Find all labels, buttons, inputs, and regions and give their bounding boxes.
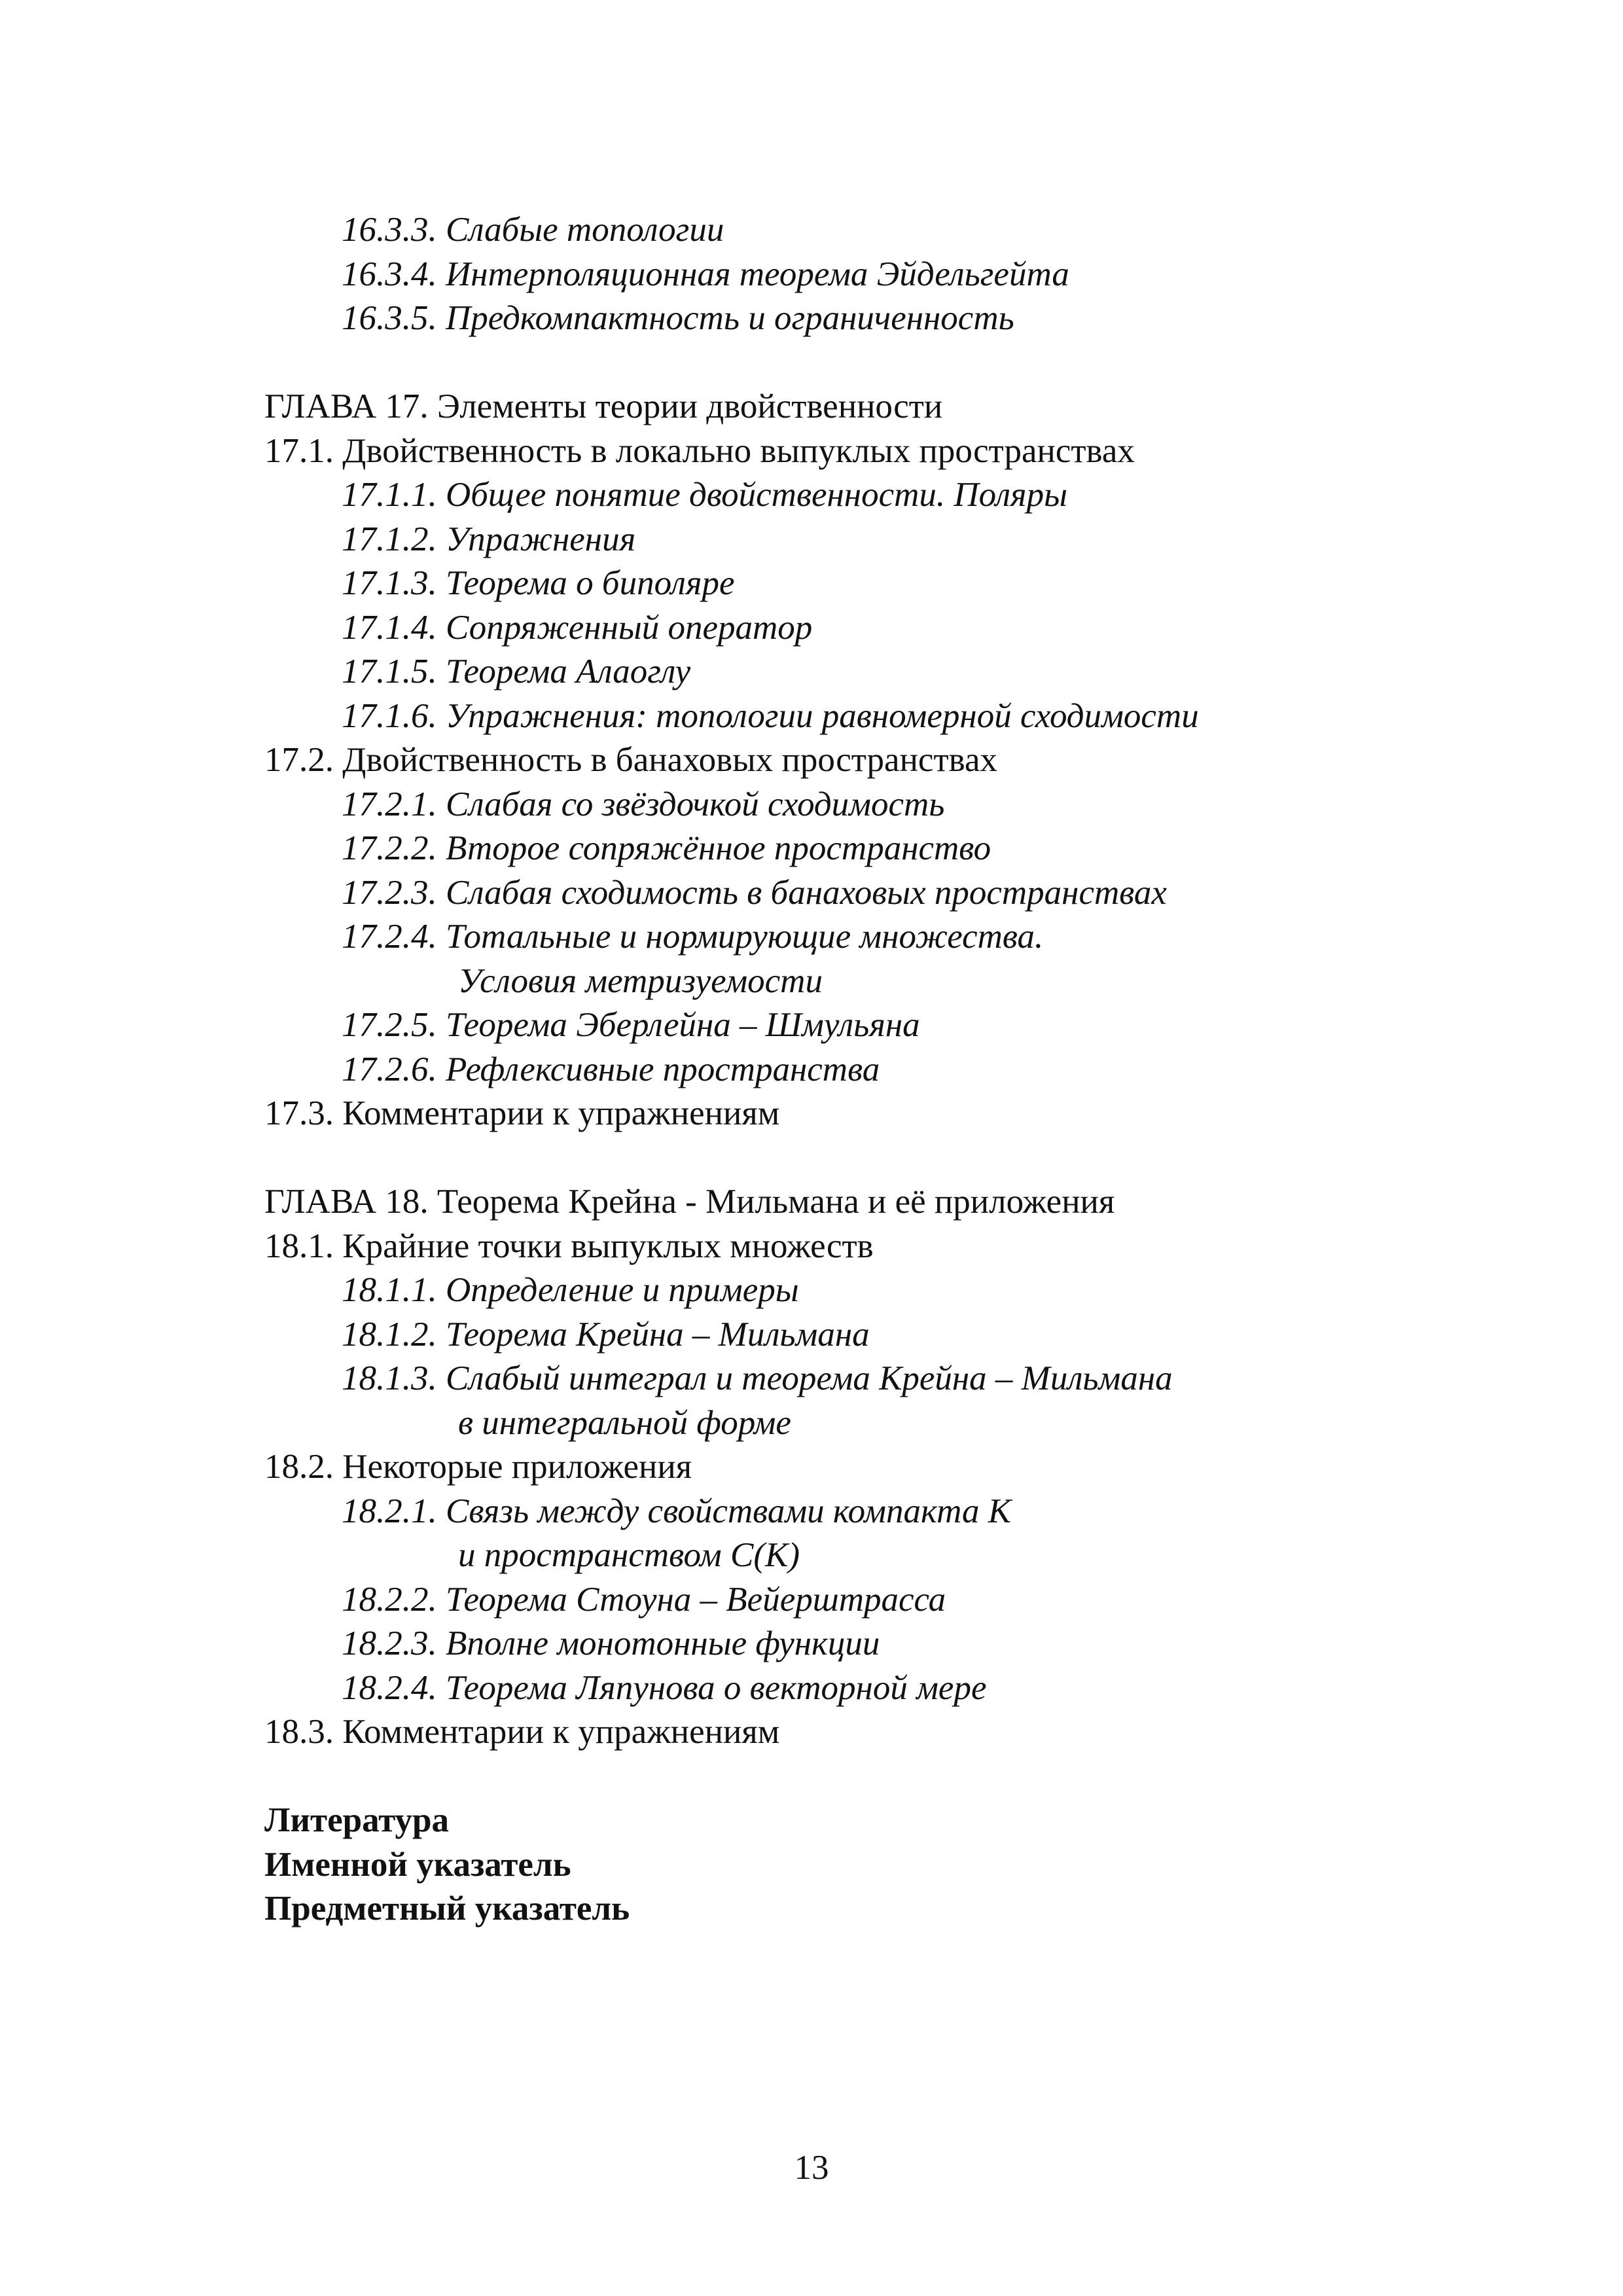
toc-entry-17-2-2: 17.2.2. Второе сопряжённое пространство <box>342 829 991 867</box>
toc-subject-index: Предметный указатель <box>264 1890 630 1928</box>
toc-entry-17-2-4-continued: Условия метризуемости <box>458 961 823 1000</box>
toc-entry-16-3-5: 16.3.5. Предкомпактность и ограниченность <box>342 299 1014 337</box>
toc-entry-18-1-3: 18.1.3. Слабый интеграл и теорема Крейна – Мильмана <box>342 1359 1173 1397</box>
toc-entry-17-1-5: 17.1.5. Теорема Алаоглу <box>342 653 691 691</box>
toc-section-18-2: 18.2. Некоторые приложения <box>264 1448 692 1486</box>
toc-entry-17-2-4: 17.2.4. Тотальные и нормирующие множества. <box>342 918 1044 956</box>
toc-entry-16-3-3: 16.3.3. Слабые топологии <box>342 211 724 249</box>
toc-entry-17-2-1: 17.2.1. Слабая со звёздочкой сходимость <box>342 785 945 823</box>
toc-entry-17-2-6: 17.2.6. Рефлексивные пространства <box>342 1050 880 1088</box>
toc-entry-17-1-3: 17.1.3. Теорема о биполяре <box>342 564 735 602</box>
toc-section-18-3: 18.3. Комментарии к упражнениям <box>264 1713 780 1751</box>
table-of-contents <box>264 208 1442 1931</box>
spacer <box>264 1755 1442 1799</box>
toc-bibliography: Литература <box>264 1801 450 1839</box>
toc-section-17-2: 17.2. Двойственность в банаховых пространствах <box>264 741 997 779</box>
toc-entry-18-1-3-continued: в интегральной форме <box>458 1403 791 1442</box>
toc-entry-17-1-1: 17.1.1. Общее понятие двойственности. Поляры <box>342 476 1067 514</box>
toc-entry-18-2-2: 18.2.2. Теорема Стоуна – Вейерштрасса <box>342 1580 946 1619</box>
toc-entry-18-1-1: 18.1.1. Определение и примеры <box>342 1271 799 1309</box>
toc-entry-17-1-2: 17.1.2. Упражнения <box>342 520 636 558</box>
toc-entry-17-2-5: 17.2.5. Теорема Эберлейна – Шмульяна <box>342 1006 920 1044</box>
toc-entry-17-1-4: 17.1.4. Сопряженный оператор <box>342 608 813 647</box>
toc-section-17-3: 17.3. Комментарии к упражнениям <box>264 1094 780 1132</box>
toc-entry-18-2-1-continued: и пространством C(K) <box>458 1536 800 1574</box>
toc-entry-18-1-2: 18.1.2. Теорема Крейна – Мильмана <box>342 1315 870 1354</box>
chapter-18-title: ГЛАВА 18. Теорема Крейна - Мильмана и её приложения <box>264 1183 1115 1221</box>
toc-section-17-1: 17.1. Двойственность в локально выпуклых пространствах <box>264 431 1135 470</box>
toc-entry-18-2-1: 18.2.1. Связь между свойствами компакта K <box>342 1492 1012 1530</box>
toc-entry-16-3-4: 16.3.4. Интерполяционная теорема Эйдельгейта <box>342 255 1069 293</box>
chapter-17-title: ГЛАВА 17. Элементы теории двойственности <box>264 387 943 425</box>
toc-name-index: Именной указатель <box>264 1845 571 1884</box>
toc-entry-17-1-6: 17.1.6. Упражнения: топологии равномерной сходимости <box>342 696 1199 735</box>
page-number: 13 <box>794 2149 829 2187</box>
toc-entry-17-2-3: 17.2.3. Слабая сходимость в банаховых пространствах <box>342 873 1167 912</box>
spacer <box>264 1136 1442 1181</box>
toc-section-18-1: 18.1. Крайние точки выпуклых множеств <box>264 1227 874 1265</box>
toc-entry-18-2-3: 18.2.3. Вполне монотонные функции <box>342 1624 880 1662</box>
spacer <box>264 341 1442 386</box>
toc-entry-18-2-4: 18.2.4. Теорема Ляпунова о векторной мере <box>342 1668 987 1707</box>
